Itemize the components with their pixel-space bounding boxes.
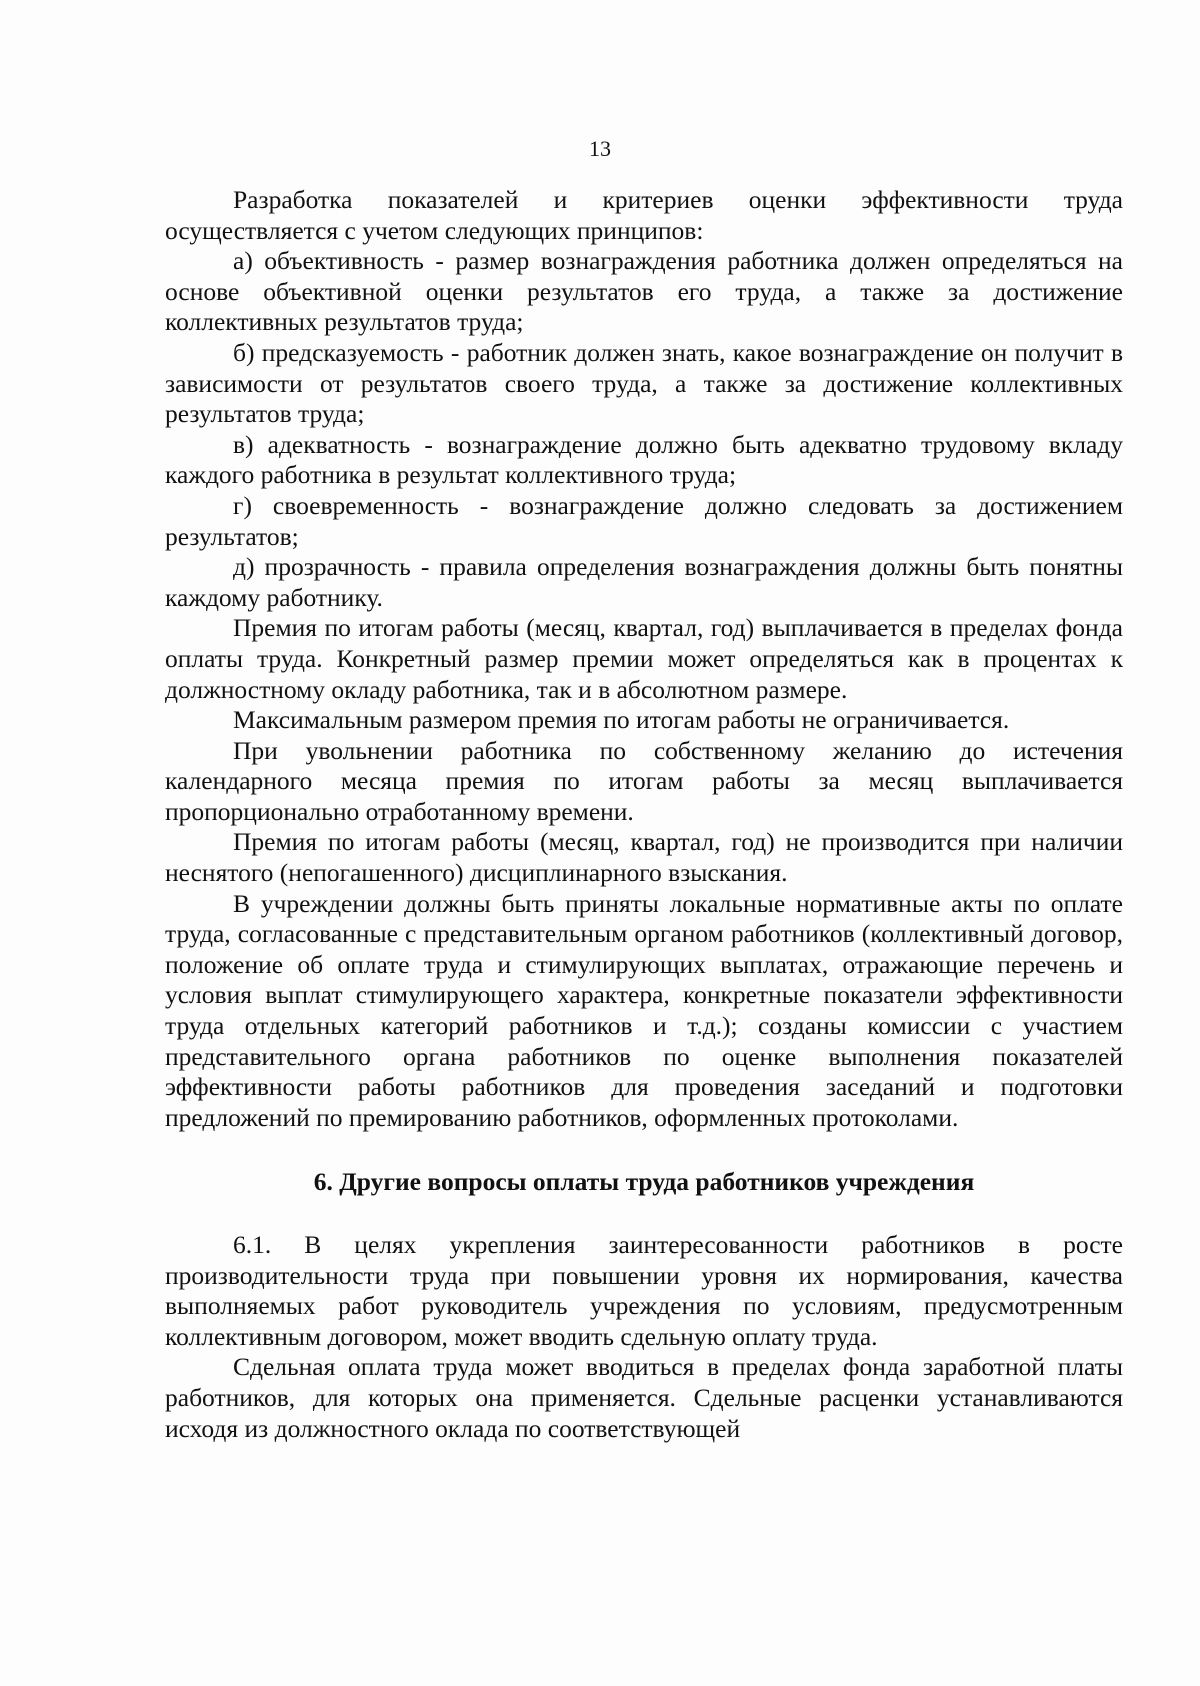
- paragraph-principle-adequacy: в) адекватность - вознаграждение должно быть адекватно трудовому вкладу каждого работника в результат коллективного труда;: [165, 429, 1123, 490]
- document-body: [165, 185, 1123, 1444]
- paragraph-bonus-payment: Премия по итогам работы (месяц, квартал, год) выплачивается в пределах фонда оплаты труда. Конкретный размер премии может определяться как в процентах к должностному окладу работника, так и в абсолютном размере.: [165, 613, 1123, 704]
- section-heading: 6. Другие вопросы оплаты труда работников учреждения: [313, 1167, 975, 1197]
- paragraph-piecework-intro: 6.1. В целях укрепления заинтересованности работников в росте производительности труда при повышении уровня их нормирования, качества выполняемых работ руководитель учреждения по условиям, предусмотренным коллективным договором, может вводить сдельную оплату труда.: [165, 1230, 1123, 1351]
- paragraph-principle-transparency: д) прозрачность - правила определения вознаграждения должны быть понятны каждому работнику.: [165, 552, 1123, 612]
- paragraph-bonus-maximum: Максимальным размером премия по итогам работы не ограничивается.: [233, 705, 1010, 735]
- paragraph-principles-intro: Разработка показателей и критериев оценки эффективности труда осуществляется с учетом следующих принципов:: [165, 185, 1123, 245]
- paragraph-principle-timeliness: г) своевременность - вознаграждение должно следовать за достижением результатов;: [165, 490, 1123, 551]
- page-number: 13: [589, 136, 611, 161]
- paragraph-principle-objectivity: а) объективность - размер вознаграждения работника должен определяться на основе объективной оценки результатов его труда, а также за достижение коллективных результатов труда;: [165, 246, 1123, 337]
- paragraph-principle-predictability: б) предсказуемость - работник должен знать, какое вознаграждение он получит в зависимости от результатов своего труда, а также за достижение коллективных результатов труда;: [165, 337, 1123, 429]
- paragraph-local-acts: В учреждении должны быть приняты локальные нормативные акты по оплате труда, согласованные с представительным органом работников (коллективный договор, положение об оплате труда и стимулирующих выплатах, отражающие перечень и условия выплат стимулирующего характера, конкретные показатели эффективности труда отдельных категорий работников и т.д.); созданы комиссии с участием представительного органа работников по оценке выполнения показателей эффективности работы работников для проведения заседаний и подготовки предложений по премированию работников, оформленных протоколами.: [165, 888, 1123, 1132]
- paragraph-piecework-rates: Сдельная оплата труда может вводиться в пределах фонда заработной платы работников, для которых она применяется. Сдельные расценки устанавливаются исходя из должностного оклада по соответствующей: [165, 1352, 1123, 1443]
- paragraph-bonus-disciplinary: Премия по итогам работы (месяц, квартал, год) не производится при наличии неснятого (непогашенного) дисциплинарного взыскания.: [165, 827, 1123, 888]
- paragraph-bonus-dismissal: При увольнении работника по собственному желанию до истечения календарного месяца премия по итогам работы за месяц выплачивается пропорционально отработанному времени.: [165, 735, 1123, 826]
